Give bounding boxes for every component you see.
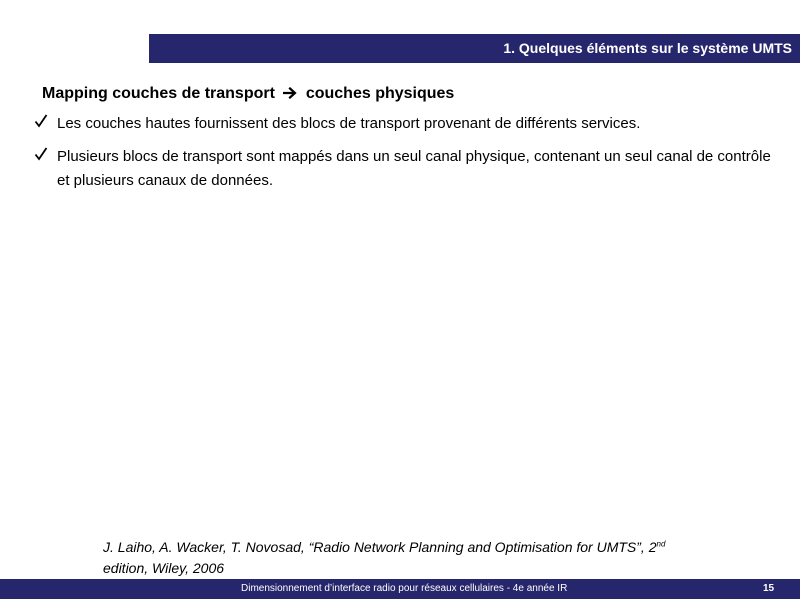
page-number: 15 xyxy=(763,583,775,594)
subtitle-right: couches physiques xyxy=(305,85,455,102)
list-item xyxy=(34,112,774,136)
reference-citation xyxy=(103,537,723,579)
footer-bar xyxy=(0,579,800,599)
header-bar xyxy=(149,34,800,63)
reference-superscript: nd xyxy=(656,539,666,549)
right-arrow-icon xyxy=(283,85,297,103)
checkmark-icon xyxy=(34,145,50,165)
section-subtitle xyxy=(42,85,454,103)
subtitle-left: Mapping couches de transport xyxy=(42,85,275,102)
slide-title: 1. Quelques éléments sur le système UMTS xyxy=(503,40,792,56)
bullet-text: Plusieurs blocs de transport sont mappés dans un seul canal physique, contenant un seul canal de contrôle et plusieurs canaux de données. xyxy=(57,148,771,189)
list-item xyxy=(34,145,774,193)
reference-line2: edition, Wiley, 2006 xyxy=(103,560,225,576)
checkmark-icon xyxy=(34,112,50,132)
footer-text: Dimensionnement d’interface radio pour réseaux cellulaires - 4e année IR xyxy=(241,583,568,594)
reference-text: J. Laiho, A. Wacker, T. Novosad, “Radio Network Planning and Optimisation for UMTS”, 2 xyxy=(103,539,657,555)
bullet-list xyxy=(34,112,774,202)
bullet-text: Les couches hautes fournissent des blocs de transport provenant de différents services. xyxy=(57,115,641,132)
